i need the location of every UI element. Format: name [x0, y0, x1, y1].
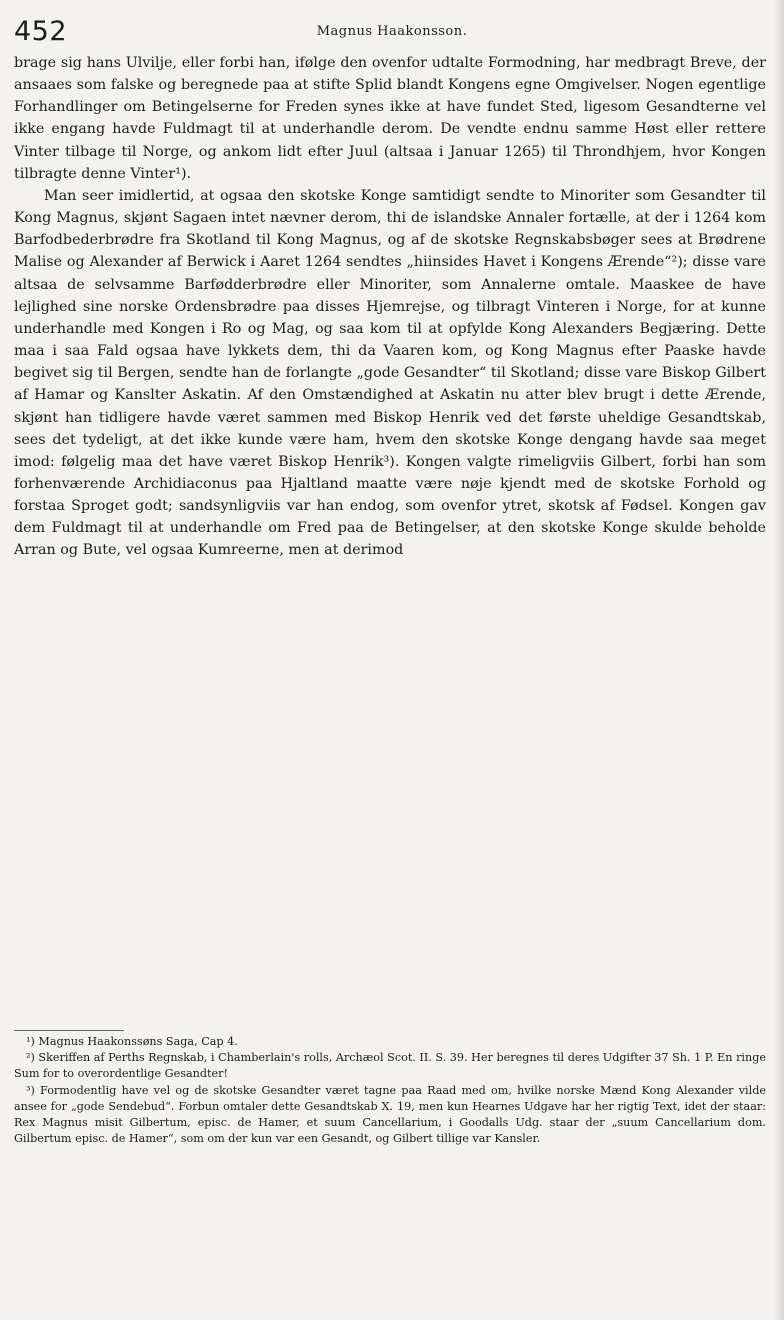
page-edge-shadow: [774, 0, 784, 1320]
paragraph: brage sig hans Ulvilje, eller forbi han, ifølge den ovenfor udtalte Formodning, har medbragt Breve, der ansaaes som falske og beregnede paa at stifte Splid blandt Kongens egne Omgivelser. Nogen egentlige Forhandlinger om Betingelserne for Freden synes ikke at have fundet Sted, ligesom Gesandterne vel ikke engang havde Fuldmagt til at underhandle derom. De vendte endnu samme Høst eller rettere Vinter tilbage til Norge, og ankom lidt efter Juul (altsaa i Januar 1265) til Throndhjem, hvor Kongen tilbragte denne Vinter¹).: [14, 55, 766, 182]
page-number: 452: [14, 16, 68, 47]
body-text: [14, 52, 766, 562]
footnote-separator: [14, 1030, 124, 1031]
running-head: Magnus Haakonsson.: [316, 24, 468, 39]
paragraph: Man seer imidlertid, at ogsaa den skotske Konge samtidigt sendte to Minoriter som Gesandter til Kong Magnus, skjønt Sagaen intet nævner derom, thi de islandske Annaler fortælle, at der i 1264 kom Barfodbederbrødre fra Skotland til Kong Magnus, og af de skotske Regnskabsbøger sees at Brødrene Malise og Alexander af Berwick i Aaret 1264 sendtes „hiinsides Havet i Kongens Ærende“²); disse vare altsaa de selvsamme Barfødderbrødre eller Minoriter, som Annalerne omtale. Maaskee de have lejlighed sine norske Ordensbrødre paa disses Hjemrejse, og tilbragt Vinteren i Norge, for at kunne underhandle med Kongen i Ro og Mag, og saa kom til at opfylde Kong Alexanders Begjæring. Dette maa i saa Fald ogsaa have lykkets dem, thi da Vaaren kom, og Kong Magnus efter Paaske havde begivet sig til Bergen, sendte han de forlangte „gode Gesandter“ til Skotland; disse vare Biskop Gilbert af Hamar og Kanslter Askatin. Af den Omstændighed at Askatin nu atter blev brugt i dette Ærende, skjønt han tidligere havde været sammen med Biskop Henrik ved det første uheldige Gesandtskab, sees det tydeligt, at det ikke kunde være ham, hvem den skotske Konge dengang havde saa meget imod: følgelig maa det have været Biskop Henrik³). Kongen valgte rimeligviis Gilbert, forbi han som forhenværende Archidiaconus paa Hjaltland maatte være nøje kjendt med de skotske Forhold og forstaa Sproget godt; sandsynligviis var han endog, som ovenfor ytret, skotsk af Fødsel. Kongen gav dem Fuldmagt til at underhandle om Fred paa de Betingelser, at den skotske Konge skulde beholde Arran og Bute, vel ogsaa Kumreerne, men at derimod: [14, 187, 766, 559]
footnote: ²) Skeriffen af Perths Regnskab, i Chamberlain's rolls, Archæol Scot. II. S. 39. Her beregnes til deres Udgifter 37 Sh. 1 P. En ringe Sum for to overordentlige Gesandter!: [14, 1051, 766, 1081]
footnote: ³) Formodentlig have vel og de skotske Gesandter været tagne paa Raad med om, hvilke norske Mænd Kong Alexander vilde ansee for „gode Sendebud“. Forbun omtaler dette Gesandtskab X. 19, men kun Hearnes Udgave har her rigtig Text, idet der staar: Rex Magnus misit Gilbertum, episc. de Hamer, et suum Cancellarium, i Goodalls Udg. staar der „suum Cancellarium dom. Gilbertum episc. de Hamer“, som om der kun var een Gesandt, og Gilbert tillige var Kansler.: [14, 1083, 766, 1146]
footnotes: [14, 1034, 766, 1147]
footnote: ¹) Magnus Haakonssøns Saga, Cap 4.: [26, 1035, 238, 1048]
